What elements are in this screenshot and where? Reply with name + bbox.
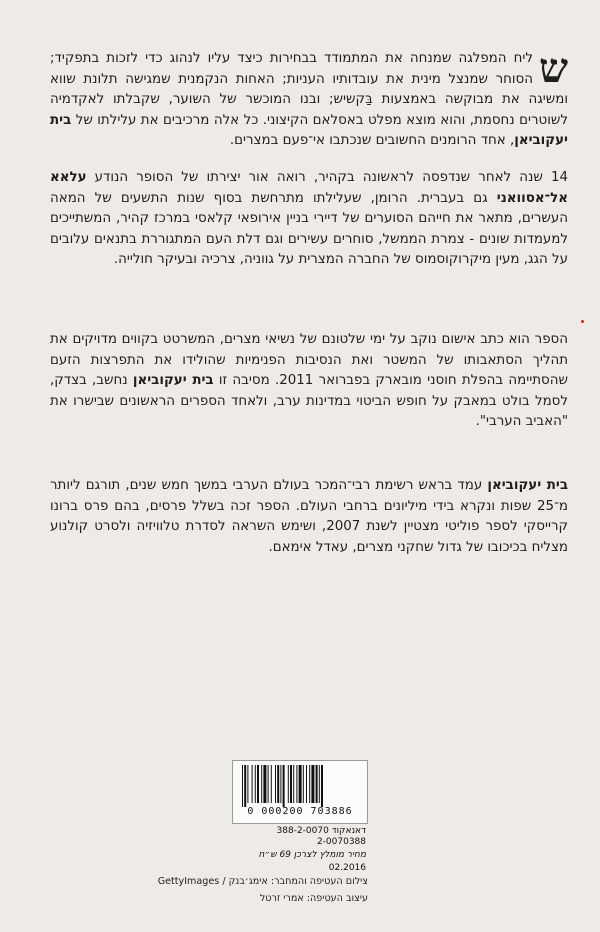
catalog-code-2: 2-0070388 — [316, 837, 366, 847]
price-label: מחיר מומלץ לצרכן 69 ש״ח — [258, 850, 366, 860]
book-title-bold: בית יעקוביאן — [132, 373, 214, 389]
barcode-number: 0 000200 703886 — [247, 806, 353, 817]
paragraph-1-text: ליח המפלגה שמנחה את המתמודד בבחירות כיצד עליו לנהוג כדי לזכות בתפקיד; הסוחר שמנצל מינית את עובדותיו העניות; האחות הנקמנית שמגישה תלונת שווא ומשיגה את מבוקשה באמצעות בַּקשיש; ובנו המוכשר של השוער, שקבלתו לאקדמיה לשוטרים נחסמת, והוא מוצא מפלט באסלאם הקיצוני. כל אלה מרכיבים את עלילתו של — [50, 51, 568, 128]
print-speck — [581, 320, 584, 323]
paragraph-4 — [50, 476, 568, 558]
paragraph-2-tail: גם בעברית. הרומן, שעלילתו מתרחשת בסוף שנות התשעים של המאה העשרים, מתאר את חייהם הסוערים של דיירי בניין אירופאי קלאסי במרכז קהיר, המשתייכים למעמדות שונים - צמרת הממשל, סוחרים עשירים וגם דלת העם המתגוררת בתנאים עלובים על הגג, מעין מיקרוקוסמוס של החברה המצרית על גווניה, צרכיה ובעיקר חולייה. — [50, 190, 568, 268]
credits — [118, 873, 368, 907]
catalog-code: דאנאקוד 388-2-0070 — [276, 826, 366, 836]
paragraph-4-tail: עמד בראש רשימת רבי־המכר בעולם הערבי במשך חמש שנים, תורגם ליותר מ־25 שפות ונקרא בידי מיליונים ברחבי העולם. הספר זכה בשלל פרסים, בהם פרס ברונו קרייסקי לספר פוליטי מצטיין לשנת 2007, ושימש השראה לסדרת טלוויזיה ולסרט קולנוע מצליח בכיכובו של גדול שחקני מצרים, עאדל אימאם. — [50, 478, 568, 555]
book-title-bold: בית יעקוביאן — [487, 478, 568, 493]
book-title-bold: בית יעקוביאן — [50, 112, 568, 149]
author-name-bold: עלאא אל־אסוואני — [50, 170, 568, 206]
barcode — [232, 760, 368, 824]
paragraph-2 — [50, 168, 568, 271]
design-credit: עיצוב העטיפה: אמרי זרטל — [259, 893, 368, 904]
paragraph-1-tail: , אחד הרומנים החשובים שנכתבו אי־פעם במצרים. — [229, 133, 515, 149]
paragraph-3 — [50, 330, 568, 433]
paragraph-2-lead: 14 שנה לאחר שנדפסה לראשונה בקהיר, רואה אור יצירתו של הסופר הנודע — [86, 170, 568, 185]
print-date: 02.2016 — [328, 863, 366, 873]
barcode-bars-icon — [240, 765, 360, 807]
photo-credit: צילום העטיפה והמחבר: אימג׳בנק / GettyImages — [157, 876, 368, 887]
drop-cap: ש — [538, 44, 568, 92]
paragraph-3-tail: נחשב, בצדק, לסמל בולט במאבק על חופש הביטוי במדינות ערב, ולאחד הספרים הראשונים שבישרו את "האביב הערבי". — [50, 373, 568, 430]
paragraph-1 — [50, 44, 568, 152]
paragraph-3-lead: הספר הוא כתב אישום נוקב על ימי שלטונם של נשיאי מצרים, המשרטט בקווים מדויקים את תהליך הסתאבותו של המשטר ואת הנסיבות הפנימיות שהולידו את התפרצות הזעם שהסתיימה בהפלת חוסני מובארק בפברואר 2011. מסיבה זו — [50, 332, 568, 389]
